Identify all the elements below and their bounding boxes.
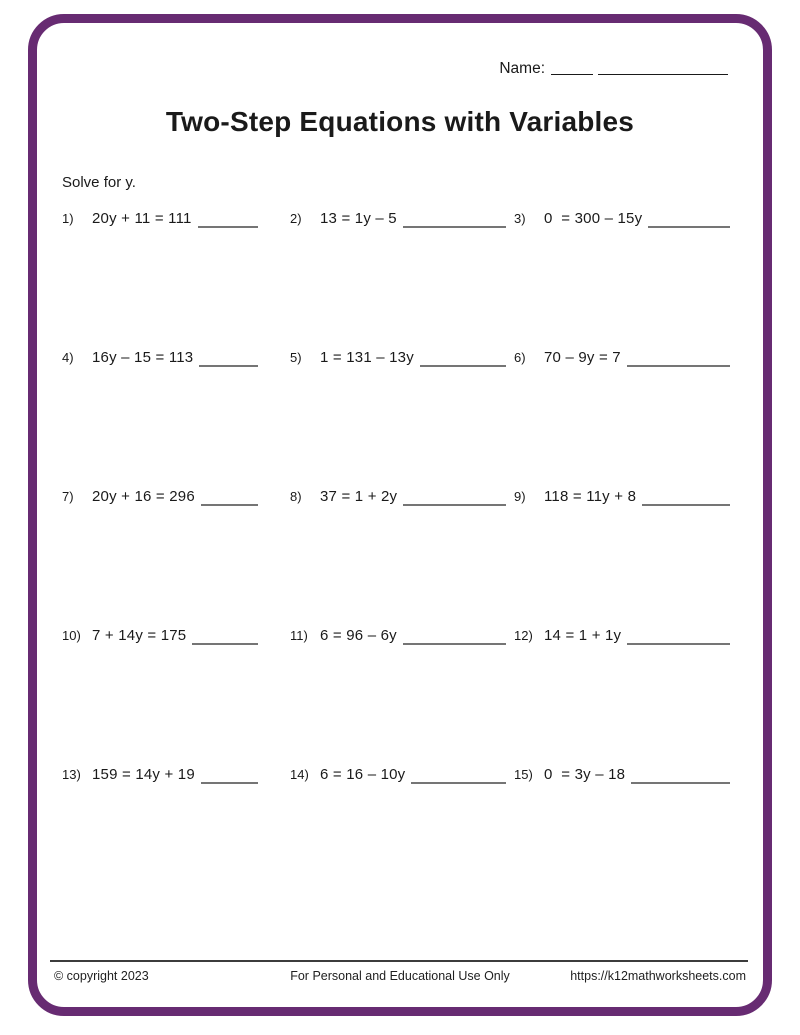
problem-number: 13) bbox=[62, 767, 81, 782]
copyright-text: © copyright 2023 bbox=[54, 969, 149, 983]
problem-number: 1) bbox=[62, 211, 74, 226]
problem-equation: 159 = 14y + 19 bbox=[92, 766, 195, 783]
problem-number: 10) bbox=[62, 628, 81, 643]
problem-number: 8) bbox=[290, 489, 302, 504]
problem-equation: 20y + 16 = 296 bbox=[92, 488, 195, 505]
answer-blank bbox=[411, 770, 506, 784]
answer-blank bbox=[627, 631, 730, 645]
problem-equation: 14 = 1 + 1y bbox=[544, 627, 622, 644]
answer-blank bbox=[631, 770, 730, 784]
answer-blank bbox=[403, 492, 506, 506]
problem-6 bbox=[514, 348, 732, 487]
problem-number: 15) bbox=[514, 767, 533, 782]
problem-number: 2) bbox=[290, 211, 302, 226]
problem-equation: 16y – 15 = 113 bbox=[92, 349, 194, 366]
answer-blank bbox=[201, 492, 258, 506]
problem-14 bbox=[290, 765, 514, 904]
footer bbox=[50, 960, 748, 983]
problem-equation: 0 = 3y – 18 bbox=[544, 766, 626, 783]
problem-equation: 118 = 11y + 8 bbox=[544, 488, 637, 505]
problem-5 bbox=[290, 348, 514, 487]
problem-equation: 13 = 1y – 5 bbox=[320, 210, 397, 227]
answer-blank bbox=[192, 631, 258, 645]
problem-number: 11) bbox=[290, 628, 308, 643]
answer-blank bbox=[420, 353, 506, 367]
problem-equation: 70 – 9y = 7 bbox=[544, 349, 621, 366]
problem-12 bbox=[514, 626, 732, 765]
problem-3 bbox=[514, 209, 732, 348]
page-title: Two-Step Equations with Variables bbox=[165, 106, 635, 137]
answer-blank bbox=[198, 214, 258, 228]
usage-text: For Personal and Educational Use Only bbox=[290, 969, 510, 983]
problem-equation: 6 = 96 – 6y bbox=[320, 627, 397, 644]
problem-number: 4) bbox=[62, 350, 74, 365]
name-blank-line bbox=[551, 74, 593, 75]
problem-number: 9) bbox=[514, 489, 526, 504]
problem-number: 14) bbox=[290, 767, 309, 782]
problem-13 bbox=[62, 765, 290, 904]
name-row bbox=[499, 60, 728, 78]
problems-grid bbox=[62, 209, 732, 904]
problem-equation: 0 = 300 – 15y bbox=[544, 210, 643, 227]
problem-equation: 20y + 11 = 111 bbox=[92, 210, 192, 227]
problem-number: 5) bbox=[290, 350, 302, 365]
answer-blank bbox=[627, 353, 730, 367]
problem-equation: 6 = 16 – 10y bbox=[320, 766, 406, 783]
answer-blank bbox=[201, 770, 258, 784]
problem-number: 12) bbox=[514, 628, 533, 643]
problem-1 bbox=[62, 209, 290, 348]
problem-8 bbox=[290, 487, 514, 626]
problem-4 bbox=[62, 348, 290, 487]
problem-equation: 7 + 14y = 175 bbox=[92, 627, 187, 644]
problem-11 bbox=[290, 626, 514, 765]
answer-blank bbox=[403, 631, 506, 645]
answer-blank bbox=[648, 214, 730, 228]
problem-9 bbox=[514, 487, 732, 626]
website-url: https://k12mathworksheets.com bbox=[570, 969, 746, 983]
problem-2 bbox=[290, 209, 514, 348]
problem-equation: 1 = 131 – 13y bbox=[320, 349, 414, 366]
answer-blank bbox=[199, 353, 258, 367]
problem-number: 6) bbox=[514, 350, 526, 365]
problem-7 bbox=[62, 487, 290, 626]
name-blank-line bbox=[598, 74, 728, 75]
problem-number: 7) bbox=[62, 489, 74, 504]
problem-15 bbox=[514, 765, 732, 904]
answer-blank bbox=[642, 492, 730, 506]
problem-10 bbox=[62, 626, 290, 765]
answer-blank bbox=[403, 214, 506, 228]
problem-equation: 37 = 1 + 2y bbox=[320, 488, 398, 505]
instruction-text: Solve for y. bbox=[62, 174, 136, 191]
name-label: Name: bbox=[499, 60, 545, 77]
problem-number: 3) bbox=[514, 211, 526, 226]
